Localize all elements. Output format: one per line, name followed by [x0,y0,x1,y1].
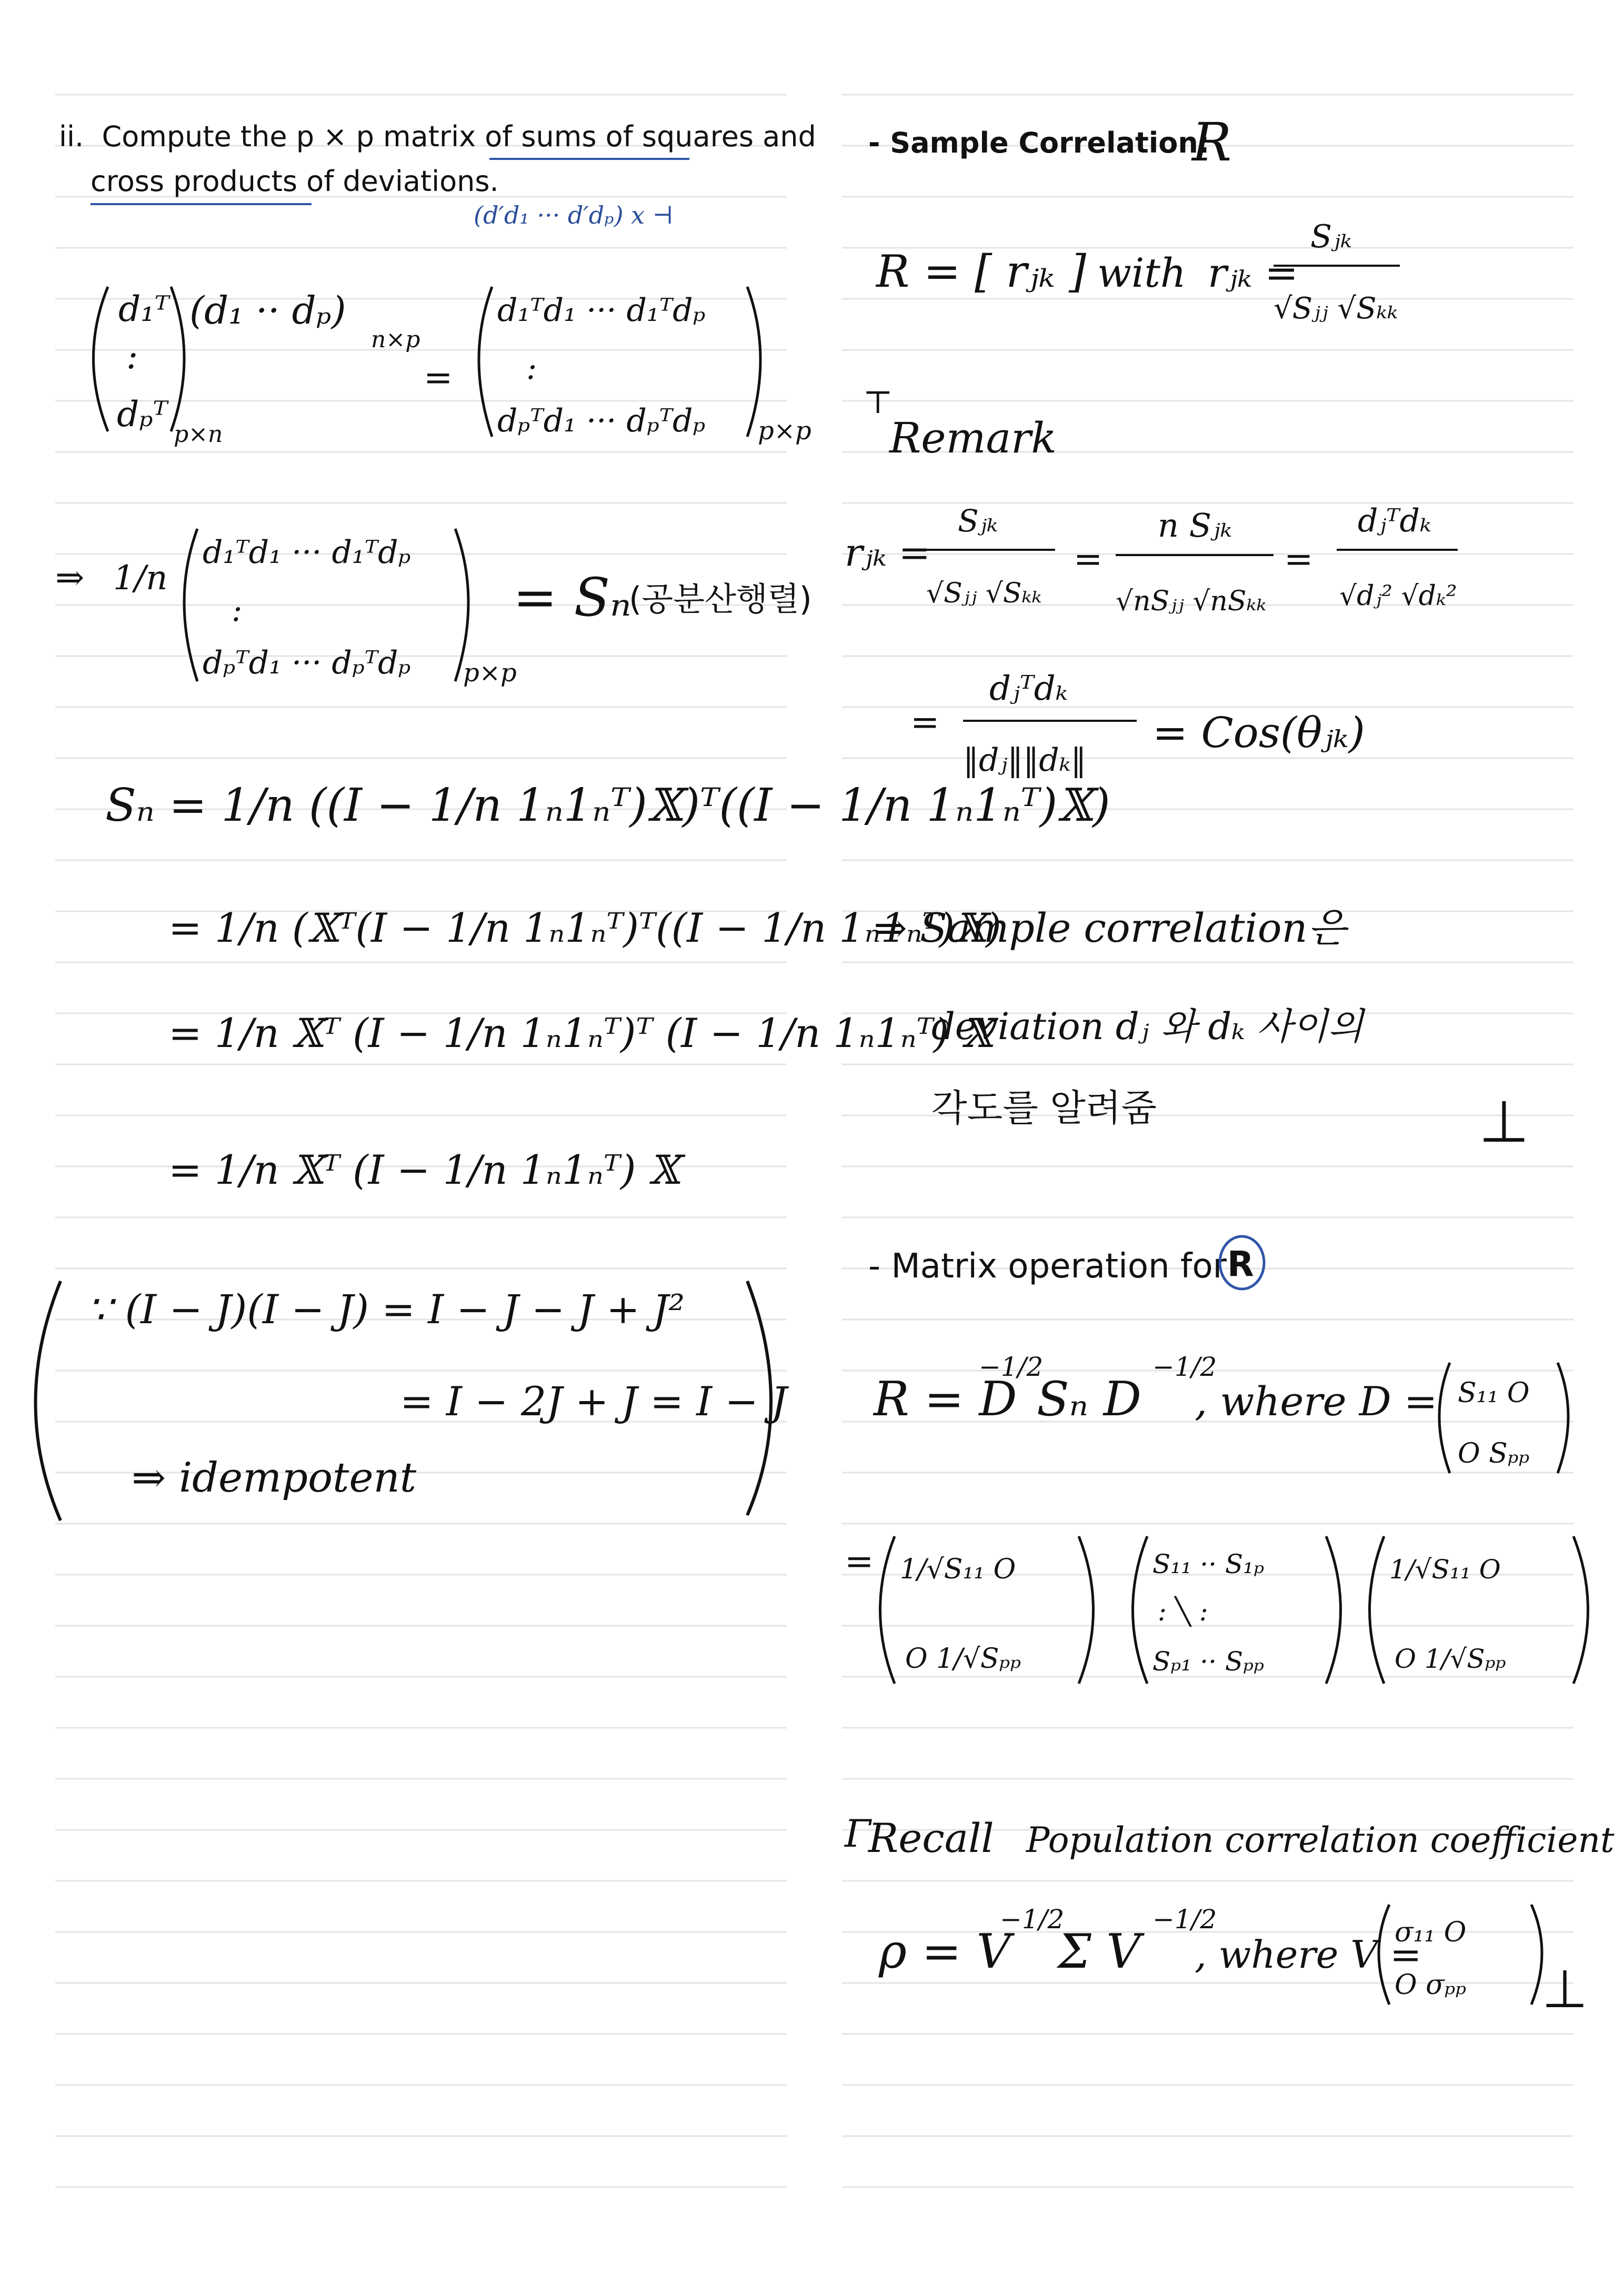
svg-text:Recall: Recall [868,1815,994,1861]
svg-text:R: R [1227,1244,1254,1284]
matrix-operation-heading: - Matrix operation for [868,1247,1227,1286]
svg-text::: : [526,350,537,387]
svg-text:−1/2: −1/2 [1000,1904,1065,1935]
svg-text:⇒: ⇒ [55,557,85,598]
svg-text:p×n: p×n [174,421,223,448]
svg-text:=: = [1074,539,1103,579]
correlation-definition [875,218,1400,326]
svg-text:−1/2: −1/2 [979,1352,1044,1382]
svg-text:O Sₚₚ: O Sₚₚ [1458,1438,1530,1469]
cutoff-scribble: (d′d₁ ··· d′dₚ) x ⊣ [474,201,674,229]
remark-label: Remark [889,414,1057,462]
svg-text:O 1/√Sₚₚ: O 1/√Sₚₚ [905,1643,1021,1675]
svg-text:p×p: p×p [758,416,811,446]
svg-text:1/√S₁₁ O: 1/√S₁₁ O [1389,1554,1501,1585]
svg-text:with: with [1097,249,1186,296]
left-heading-line1: ii. Compute the p × p matrix of sums of squares and [59,120,816,153]
svg-text:= I − 2J + J = I − J: = I − 2J + J = I − J [400,1378,787,1425]
svg-text:S₁₁ ·· S₁ₚ: S₁₁ ·· S₁ₚ [1152,1549,1265,1579]
sample-correlation-heading: - Sample Correlation: [868,126,1210,159]
derivation-line-3: = 1/n 𝕏ᵀ (I − 1/n 1ₙ1ₙᵀ)ᵀ (I − 1/n 1ₙ1ₙᵀ) 𝕏 [168,1010,993,1056]
svg-text:Population correlation coeff: Population correlation coefficient [1026,1820,1615,1860]
svg-text:σ₁₁ O: σ₁₁ O [1395,1917,1467,1948]
svg-text:ρ = V: ρ = V [879,1924,1011,1979]
correlation-interpretation [874,904,1529,1155]
svg-text:(공분산행렬): (공분산행렬) [629,580,812,618]
svg-text:dₚᵀd₁ ··· dₚᵀdₚ: dₚᵀd₁ ··· dₚᵀdₚ [203,645,411,681]
equation-gram-matrix [94,287,811,448]
remark-tick: ⊤ [863,384,893,421]
derivation-line-4: = 1/n 𝕏ᵀ (I − 1/n 1ₙ1ₙᵀ) 𝕏 [168,1146,680,1193]
svg-text:∵ (I − J)(I − J) = I − J − J +: ∵ (I − J)(I − J) = I − J − J + J² [87,1286,685,1333]
svg-text:⊥: ⊥ [1479,1088,1529,1155]
svg-text:R = D: R = D [874,1372,1017,1427]
svg-text:=: = [910,702,940,742]
remark-equations [845,502,1458,779]
recall-population-correlation [844,1811,1615,2020]
svg-text:(d₁ ·· dₚ): (d₁ ·· dₚ) [189,288,346,333]
sample-correlation-symbol: R [1192,112,1232,173]
svg-text:−1/2: −1/2 [1152,1352,1217,1382]
svg-text:=: = [424,357,453,398]
svg-text:O σₚₚ: O σₚₚ [1395,1969,1467,2001]
svg-text:d₁ᵀ: d₁ᵀ [118,289,169,329]
svg-text:deviation dⱼ 와 dₖ 사이의: deviation dⱼ 와 dₖ 사이의 [931,1005,1364,1048]
svg-text:= Sₙ: = Sₙ [513,567,631,628]
svg-text:rⱼₖ =: rⱼₖ = [845,530,930,575]
svg-text:=: = [845,1541,874,1582]
svg-text:d₁ᵀd₁ ··· d₁ᵀdₚ: d₁ᵀd₁ ··· d₁ᵀdₚ [497,292,706,329]
expanded-matrix-product [845,1536,1588,1684]
svg-text:dₚᵀ: dₚᵀ [117,394,168,435]
idempotent-note [36,1281,789,1520]
svg-text:: ╲ :: : ╲ : [1158,1596,1208,1627]
svg-text:S₁₁ O: S₁₁ O [1458,1377,1530,1409]
svg-text:, where D =: , where D = [1195,1378,1438,1425]
svg-text:, where V =: , where V = [1195,1932,1422,1977]
circled-r-symbol [1220,1236,1264,1289]
derivation-line-2: = 1/n (𝕏ᵀ(I − 1/n 1ₙ1ₙᵀ)ᵀ((I − 1/n 1ₙ1ₙᵀ)𝕏) [168,904,1001,951]
svg-text:√Sⱼⱼ √Sₖₖ: √Sⱼⱼ √Sₖₖ [926,578,1042,609]
svg-text:1/n: 1/n [113,559,168,598]
svg-text:n Sⱼₖ: n Sⱼₖ [1158,506,1232,545]
svg-text:Γ: Γ [845,1811,871,1856]
svg-text:√dⱼ² √dₖ²: √dⱼ² √dₖ² [1339,580,1457,612]
svg-text:1/√S₁₁ O: 1/√S₁₁ O [900,1554,1016,1585]
svg-text:⇒ Sample correlation은: ⇒ Sample correlation은 [874,904,1346,951]
svg-text:d₁ᵀd₁ ··· d₁ᵀdₚ: d₁ᵀd₁ ··· d₁ᵀdₚ [203,534,411,571]
svg-text:Sₙ D: Sₙ D [1037,1372,1141,1427]
svg-text:R = [ rⱼₖ ]: R = [ rⱼₖ ] [876,246,1086,297]
svg-text:=: = [1284,539,1314,579]
svg-text:⇒ idempotent: ⇒ idempotent [132,1454,417,1502]
svg-text:O 1/√Sₚₚ: O 1/√Sₚₚ [1395,1644,1506,1674]
svg-text:dⱼᵀdₖ: dⱼᵀdₖ [989,669,1068,708]
svg-text:Sⱼₖ: Sⱼₖ [1310,218,1352,255]
left-heading-line2: cross products of deviations. [91,165,499,198]
svg-text:√Sⱼⱼ √Sₖₖ: √Sⱼⱼ √Sₖₖ [1274,291,1398,326]
svg-text:rⱼₖ =: rⱼₖ = [1208,249,1298,296]
svg-text:⊥: ⊥ [1542,1958,1588,2020]
svg-text:Σ V: Σ V [1058,1924,1141,1979]
svg-text:dⱼᵀdₖ: dⱼᵀdₖ [1358,502,1431,539]
svg-text:Sⱼₖ: Sⱼₖ [958,503,998,539]
svg-text::: : [232,592,243,629]
svg-text:dₚᵀd₁ ··· dₚᵀdₚ: dₚᵀd₁ ··· dₚᵀdₚ [497,402,706,439]
svg-text:‖dⱼ‖‖dₖ‖: ‖dⱼ‖‖dₖ‖ [963,742,1087,779]
svg-text:= Cos(θⱼₖ): = Cos(θⱼₖ) [1152,708,1365,757]
svg-text::: : [126,336,138,377]
derivation-line-1: Sₙ = 1/n ((I − 1/n 1ₙ1ₙᵀ)𝕏)ᵀ((I − 1/n 1ₙ1ₙᵀ)𝕏) [105,779,1110,832]
svg-text:√nSⱼⱼ √nSₖₖ: √nSⱼⱼ √nSₖₖ [1116,586,1267,617]
svg-text:n×p: n×p [371,326,420,353]
sn-derivation [105,779,1110,1193]
matrix-operation-equation [873,1352,1568,1473]
svg-text:각도를 알려줌: 각도를 알려줌 [931,1086,1157,1130]
svg-text:−1/2: −1/2 [1152,1904,1217,1935]
svg-text:p×p: p×p [463,658,517,688]
equation-sn-definition [55,529,812,688]
svg-text:Sₚ₁ ·· Sₚₚ: Sₚ₁ ·· Sₚₚ [1152,1646,1265,1677]
